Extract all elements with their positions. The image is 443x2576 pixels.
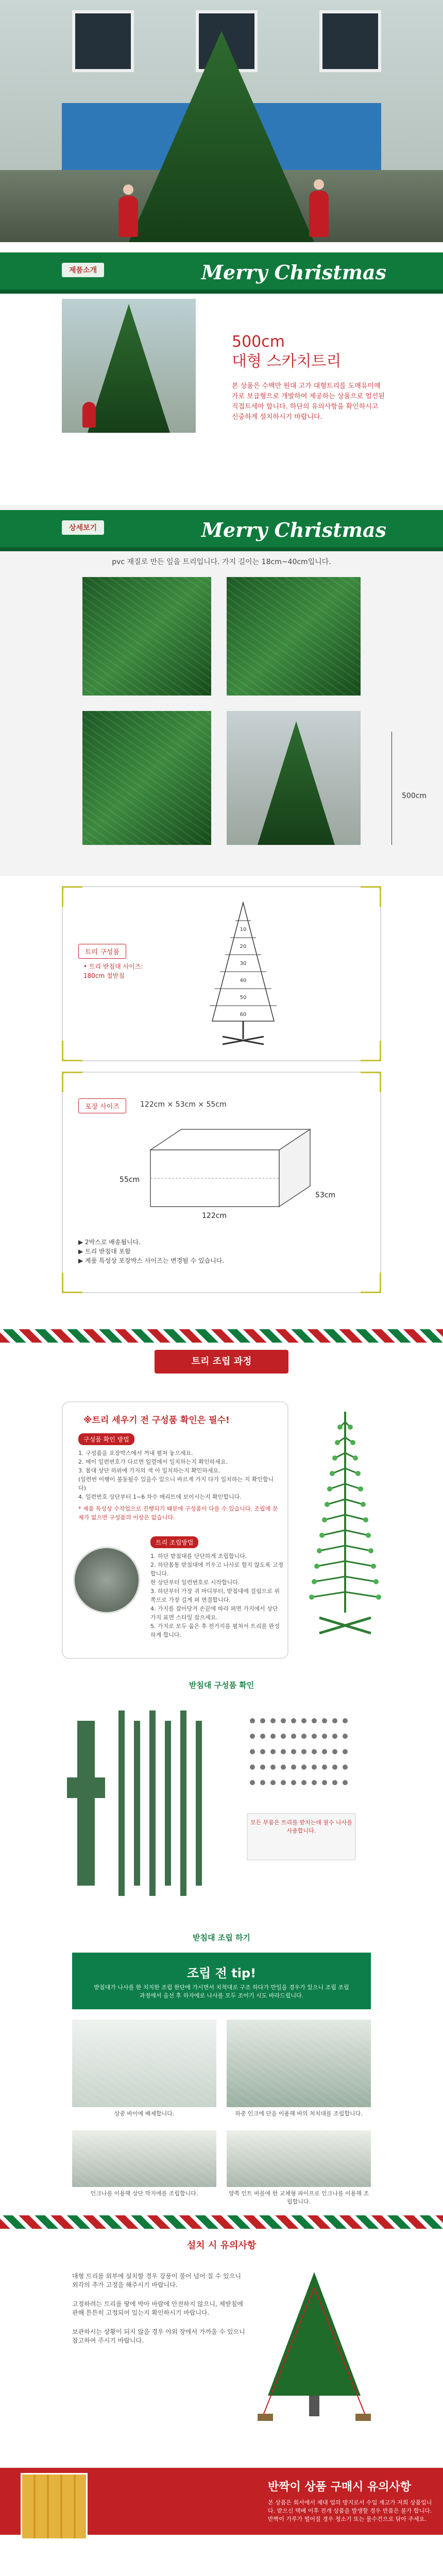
- product-overview-section: [0, 242, 443, 505]
- branch-tip: [332, 1455, 337, 1461]
- branch-tip: [363, 1517, 368, 1522]
- assembly-steps: [150, 1552, 284, 1639]
- section-header-band: [0, 252, 443, 294]
- assembly-step: 5. 가지로 모두 웁은 후 전가지를 펼쳐서 트리를 완성하게 합니다.: [150, 1623, 280, 1638]
- stand-closeup-photo: [73, 1547, 140, 1614]
- bolt: [322, 1765, 327, 1770]
- branch-tip: [317, 1548, 322, 1553]
- assembly-step: 한 상단부터 일련번호로 시작합니다.: [150, 1579, 240, 1586]
- building-window: [319, 10, 381, 72]
- detail-description: pvc 재질로 만든 잎을 트리입니다. 가지 길이는 18cm~40cm입니다.: [112, 558, 331, 566]
- decorative-stripe: [0, 1329, 443, 1343]
- caution-paragraph: 고정하려는 트리를 땅에 박아 바람에 안전하지 않으니, 제받침에 관해 튼튼히 고정되어 있는지 확인하시기 바랍니다.: [72, 2300, 243, 2316]
- bolt: [250, 1749, 255, 1754]
- installation-caution-section: [0, 2215, 443, 2447]
- merry-christmas-title: Merry Christmas: [201, 518, 386, 541]
- step-caption: 하중 인크에 단을 이용해 바의 처치대를 조립합니다.: [235, 2110, 363, 2117]
- stand-pole: [118, 1710, 125, 1896]
- bolt: [281, 1734, 286, 1739]
- branch: [345, 1592, 379, 1597]
- bolt: [301, 1780, 306, 1785]
- assembly-header: [0, 1329, 443, 1401]
- assembly-step: 3. 하단부터 가장 귀 마디부터, 받침대에 걸림으로 위쪽으로 가장 길게 펴 연결합니다.: [150, 1588, 280, 1603]
- composition-box: [62, 886, 381, 1061]
- check-step: 1. 구성품을 포장박스에서 꺼내 펼쳐 놓으세요.: [78, 1450, 193, 1456]
- assembly-section: [0, 1401, 443, 1669]
- check-method-chip: 구성품 확인 방법: [78, 1433, 134, 1445]
- branch-tip: [366, 1533, 371, 1538]
- assembly-step-photo: [227, 2130, 371, 2187]
- tip-description: 받침대가 나사를 한 치지한 조립 한단에 가시면서 치척대로 구조 하다가 만일을 경우가 있으니 조립 조립과정에서 올선 후 하자에로 나사를 모두 조이기 시도 바라드립니다.: [94, 1984, 349, 1999]
- bolt: [312, 1765, 317, 1770]
- branch-closeup-photo: [82, 711, 211, 845]
- caution-text: [72, 2272, 247, 2345]
- person-figure: [118, 196, 138, 237]
- assembly-step: 2. 하단몸통 받침대에 끼우고 나사로 헐지 않도록 고정합니다.: [150, 1562, 284, 1577]
- check-step: (일련번 이행이 불동될수 있을수 있으니 바르게 가지 다가 일치하는 지 확인합니다): [78, 1476, 274, 1492]
- bolt: [291, 1749, 296, 1754]
- branch: [322, 1530, 345, 1535]
- package-section: [0, 1072, 443, 1309]
- section-label: 제품소개: [62, 263, 104, 277]
- bolt-caption: 모든 부품은 트리를 받치는데 필수 나사를 사용합니다.: [250, 1819, 353, 1834]
- package-notes: [78, 1238, 224, 1265]
- bolt: [312, 1734, 317, 1739]
- bolt: [281, 1749, 286, 1754]
- package-tag: 포장 사이즈: [78, 1098, 126, 1113]
- branch: [345, 1577, 376, 1582]
- tier-label: 30: [240, 961, 247, 967]
- bolt: [281, 1765, 286, 1770]
- branch-tip: [371, 1564, 376, 1569]
- branch-tip: [353, 1455, 358, 1461]
- tip-box: [72, 1953, 371, 2009]
- assembly-step: 4. 가지를 잡아당겨 손끝에 따라 펴면 가지에서 상단 가지 표면 스타일 잡으세요.: [150, 1605, 278, 1621]
- bolt: [250, 1780, 255, 1785]
- caution-paragraph: 대형 트리를 외부에 설치할 경우 강풍이 불어 넘어 질 수 있으니 외각의 추가 고정을 해주시기 바랍니다.: [72, 2273, 241, 2289]
- bolt: [270, 1780, 276, 1785]
- branch-tip: [373, 1579, 379, 1584]
- branch-tip: [312, 1579, 317, 1584]
- bolt: [322, 1734, 327, 1739]
- person-figure: [309, 191, 329, 237]
- tree-height-label: 500cm: [402, 792, 427, 800]
- branch-tip: [327, 1486, 332, 1492]
- package-size: 122cm × 53cm × 55cm: [140, 1100, 227, 1109]
- hero-photo: [0, 0, 443, 242]
- step-caption: 인크나를 이용해 상단 막지에를 조립합니다.: [90, 2190, 198, 2197]
- decorative-stripe: [0, 2215, 443, 2229]
- check-step: 3. 몸대 상단 하위에 가지의 색 아 일치하는지 확인하세요.: [78, 1467, 220, 1474]
- bolt: [260, 1734, 265, 1739]
- bolt: [260, 1749, 265, 1754]
- bolt: [332, 1734, 337, 1739]
- bolt: [312, 1718, 317, 1723]
- step-caption: 상중 바이에 배제합니다.: [114, 2110, 175, 2117]
- branch: [345, 1561, 373, 1566]
- bolt: [301, 1734, 306, 1739]
- bolt: [343, 1749, 348, 1754]
- bolt: [291, 1718, 296, 1723]
- stand-pole: [165, 1721, 171, 1886]
- tips-title: 받침대 조립 하기: [193, 1933, 250, 1942]
- product-description: 본 상품은 수백만 원대 고가 대형트리를 도매유미매가로 보급형으로 개발하여 제공하는 상품으로 엄선된 직접트세마 합니다. 하단의 유의사항을 확인하시고 신중하게 설치하시기 바랍니다.: [232, 382, 385, 421]
- assembly-step-photo: [72, 2020, 216, 2107]
- stand-pole: [149, 1710, 156, 1896]
- branch-tip: [337, 1425, 343, 1430]
- branch-tip: [309, 1595, 314, 1600]
- product-title: [232, 332, 341, 371]
- tree-height-photo: [227, 711, 361, 845]
- tier-label: 50: [240, 995, 247, 1001]
- stand-pole: [196, 1721, 202, 1886]
- bolt: [332, 1780, 337, 1785]
- tier-label: 40: [240, 978, 247, 984]
- check-steps: [78, 1449, 279, 1522]
- bolt: [281, 1718, 286, 1723]
- building-window: [72, 10, 134, 72]
- assembly-card: [62, 1401, 288, 1659]
- bolt: [270, 1734, 276, 1739]
- detail-section: [0, 505, 443, 876]
- purchase-notice-section: [0, 2468, 443, 2576]
- bolt: [270, 1765, 276, 1770]
- branch-tip: [358, 1486, 363, 1492]
- branch: [312, 1592, 345, 1597]
- purchase-title: 반짝이 상품 구매시 유의사항: [268, 2481, 412, 2494]
- stand-size-note: • 트리 받침대 사이즈: 180cm 철받침: [83, 963, 143, 979]
- gift-box-image: [21, 2473, 88, 2540]
- branch-tip: [361, 1502, 366, 1507]
- stand-parts-illustration: [62, 1700, 381, 1917]
- branch: [317, 1561, 345, 1566]
- tip-heading: 조립 전 tip!: [186, 1966, 257, 1980]
- bolt: [343, 1765, 348, 1770]
- height-line: [391, 732, 392, 845]
- branch-tip: [319, 1533, 325, 1538]
- step-caption: 양쪽 인트 바를에 한 교체형 파이프로 인크나를 이용해 조립합니다.: [228, 2190, 369, 2205]
- branch-closeup-photo: [227, 577, 361, 696]
- branch: [325, 1515, 345, 1520]
- caution-title: 설치 시 유의사항: [186, 2240, 257, 2251]
- parts-title: 받침대 구성품 확인: [189, 1681, 254, 1690]
- bolt: [250, 1718, 255, 1723]
- tree-branches-diagram: [299, 1406, 391, 1649]
- box-height-label: 55cm: [120, 1176, 140, 1184]
- package-note: ▶ 트리 받침대 포함: [78, 1248, 131, 1255]
- product-photo: [62, 299, 196, 433]
- assembly-step-photo: [72, 2130, 216, 2187]
- bolt: [322, 1718, 327, 1723]
- section-label: 상세보기: [62, 520, 104, 535]
- branch-tip: [314, 1564, 319, 1569]
- tree-with-ropes-illustration: [258, 2267, 371, 2427]
- bolt: [250, 1734, 255, 1739]
- bolt: [250, 1765, 255, 1770]
- bolt: [281, 1780, 286, 1785]
- assembly-step-photo: [227, 2020, 371, 2107]
- stand-pole: [180, 1710, 186, 1896]
- bolt: [260, 1765, 265, 1770]
- bolt: [260, 1718, 265, 1723]
- component-check-warning: ※트리 세우기 전 구성품 확인은 필수!: [83, 1415, 230, 1426]
- bolt: [301, 1765, 306, 1770]
- product-name: 대형 스카치트리: [232, 352, 342, 370]
- branch: [345, 1515, 366, 1520]
- check-step: 4. 일련번호 상단부터 1~6 차수 메리트에 보이시는지 확인합니다.: [78, 1494, 242, 1500]
- branch-tip: [322, 1517, 327, 1522]
- stand-pole: [134, 1721, 140, 1886]
- bolt: [312, 1780, 317, 1785]
- product-size: 500cm: [232, 333, 285, 351]
- branch: [345, 1530, 368, 1535]
- bolt: [322, 1780, 327, 1785]
- bolt: [343, 1718, 348, 1723]
- bolt: [301, 1718, 306, 1723]
- branch-tip: [350, 1440, 355, 1445]
- branch: [327, 1499, 345, 1504]
- composition-section: [0, 886, 443, 1072]
- bolt: [260, 1780, 265, 1785]
- box-depth-label: 53cm: [315, 1191, 336, 1199]
- tier-label: 10: [240, 927, 247, 933]
- assembly-banner: 트리 조립 과정: [155, 1350, 288, 1374]
- bolt: [322, 1749, 327, 1754]
- branch-tip: [330, 1471, 335, 1476]
- section-header-band: [0, 510, 443, 551]
- merry-christmas-title: Merry Christmas: [201, 261, 386, 284]
- check-step: 2. 메이 일련번호가 다르면 일렬에서 일치하는지 확인하세요.: [78, 1459, 228, 1465]
- bolt: [332, 1765, 337, 1770]
- bolt: [301, 1749, 306, 1754]
- composition-tag: 트리 구성품: [78, 944, 126, 959]
- branch: [314, 1577, 345, 1582]
- branch-tip: [348, 1425, 353, 1430]
- check-note: * 제품 특성상 수작업으로 진행되기 때문에 구성품이 다를 수 있습니다. 조립에 문제가 없으면 구성품의 이상은 없습니다.: [78, 1505, 278, 1521]
- caution-paragraph: 보관하시는 상황이 되지 않을 경우 야외 장에서 가까울 수 있으니 참고하여 주시기 바랍니다.: [72, 2328, 245, 2344]
- package-note: ▶ 제품 특성상 포장박스 사이즈는 변경될 수 있습니다.: [78, 1257, 225, 1264]
- branch-tip: [376, 1595, 381, 1600]
- branch-tip: [368, 1548, 373, 1553]
- tier-label: 60: [240, 1012, 247, 1018]
- parts-section: [0, 1669, 443, 1927]
- assembly-step: 1. 하단 받침대를 단단하게 조립합니다.: [150, 1553, 247, 1560]
- package-box-diagram: [140, 1119, 326, 1222]
- branch: [345, 1499, 363, 1504]
- bolt: [312, 1749, 317, 1754]
- package-note: ▶ 2박스로 배송됩니다.: [78, 1239, 141, 1246]
- bolt: [291, 1765, 296, 1770]
- bolt: [343, 1780, 348, 1785]
- branch-tip: [325, 1502, 330, 1507]
- bolt: [332, 1749, 337, 1754]
- branch-closeup-photo: [82, 577, 211, 696]
- package-box: [62, 1072, 381, 1293]
- tree-tier-diagram: [192, 897, 295, 1052]
- bolt: [291, 1780, 296, 1785]
- assembly-method-chip: 트리 조립방법: [150, 1536, 198, 1548]
- branch-tip: [335, 1440, 340, 1445]
- bolt: [270, 1749, 276, 1754]
- branch: [345, 1546, 371, 1551]
- branch-tip: [355, 1471, 361, 1476]
- bolt: [291, 1734, 296, 1739]
- bolt: [270, 1718, 276, 1723]
- assembly-tips-section: [0, 1927, 443, 2210]
- tier-label: 20: [240, 944, 247, 950]
- purchase-text: 본 상품은 회서에서 제대 업의 방지로서 수입 재고가 저희 상품입니다. 받으신 택배 이후 전개 상품을 발생할 경우 반품은 불가 합니다. 반짝이 가루가 떨어질 경우 청소기 또는 물수건으로 닦아 주세요.: [268, 2499, 432, 2522]
- bolt: [332, 1718, 337, 1723]
- branch: [319, 1546, 345, 1551]
- bolt: [343, 1734, 348, 1739]
- box-width-label: 122cm: [202, 1212, 227, 1220]
